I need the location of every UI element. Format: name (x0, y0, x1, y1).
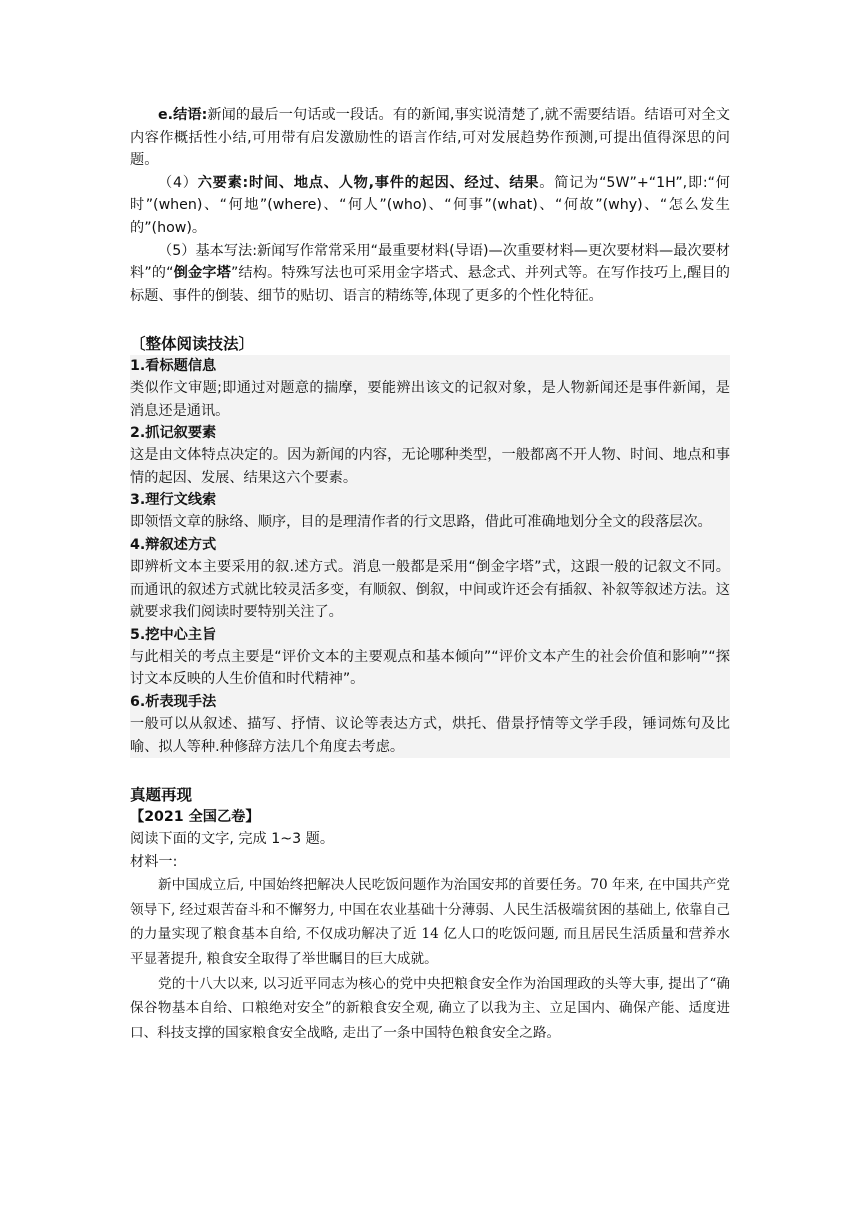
skill-title: 4.辩叙述方式 (130, 536, 217, 553)
six-elements-text: 。简记为“5W”+“1H”,即:“何时”(when)、“何地”(where)、“何人”(who)、“何事”(what)、“何故”(why)、“怎么发生的”(how)。 (130, 174, 730, 236)
conclusion-paragraph (130, 104, 730, 172)
exam-source: 【2021 全国乙卷】 (130, 809, 260, 825)
skill-item (130, 489, 730, 534)
skill-item (130, 624, 730, 691)
six-elements-prefix: （4） (158, 174, 198, 191)
basic-writing-text: ”结构。特殊写法也可采用金字塔式、悬念式、并列式等。在写作技巧上,醒目的标题、事件的倒装、细节的贴切、语言的精练等,体现了更多的个性化特征。 (130, 265, 730, 304)
conclusion-text: 新闻的最后一句话或一段话。有的新闻,事实说清楚了,就不需要结语。结语可对全文内容作概括性小结,可用带有启发激励性的语言作结,可对发展趋势作预测,可提出值得深思的问题。 (130, 107, 730, 169)
inverted-pyramid-bold: 倒金字塔 (173, 265, 231, 282)
skill-text: 与此相关的考点主要是“评价文本的主要观点和基本倾向”“评价文本产生的社会价值和影响”“探讨文本反映的人生价值和时代精神”。 (130, 648, 730, 688)
skill-item (130, 534, 730, 624)
material-paragraph: 党的十八大以来, 以习近平同志为核心的党中央把粮食安全作为治国理政的头等大事, 提出了“确保谷物基本自给、口粮绝对安全”的新粮食安全观, 确立了以我为主、立足国内、确保产能、适度进口、科技支撑的国家粮食安全战略, 走出了一条中国特色粮食安全之路。 (130, 975, 730, 1041)
material-body (130, 873, 730, 1045)
six-elements-paragraph (130, 172, 730, 240)
basic-writing-prefix: （5）基本写法:新闻写作常常采用“最重要材料(导语)—次重要材料—更次要材料—最次要材料”的“ (130, 242, 730, 282)
material-paragraph: 新中国成立后, 中国始终把解决人民吃饭问题作为治国安邦的首要任务。70 年来, 在中国共产党领导下, 经过艰苦奋斗和不懈努力, 中国在农业基础十分薄弱、人民生活极端贫困的基础上, 依靠自己的力量实现了粮食基本自给, 不仅成功解决了近 14 亿人口的吃饭问题, 而且居民生活质量和营养水平显著提升, 粮食安全取得了举世瞩目的巨大成就。 (130, 877, 730, 967)
material-label: 材料一: (130, 853, 178, 870)
skill-title: 6.析表现手法 (130, 693, 217, 710)
skill-title: 2.抓记叙要素 (130, 425, 217, 442)
skill-title: 5.挖中心主旨 (130, 626, 217, 643)
reading-skills-list (130, 355, 730, 758)
skill-title: 3.理行文线索 (130, 492, 217, 509)
skill-text: 即领悟文章的脉络、顺序，目的是理清作者的行文思路，借此可准确地划分全文的段落层次。 (130, 514, 712, 531)
skill-item (130, 422, 730, 489)
exam-heading: 真题再现 (130, 786, 193, 804)
conclusion-label: e.结语: (158, 107, 208, 123)
skill-title: 1.看标题信息 (130, 358, 217, 374)
skill-item (130, 355, 730, 422)
skill-text: 一般可以从叙述、描写、抒情、议论等表达方式，烘托、借景抒情等文学手段，锤词炼句及比喻、拟人等种.种修辞方法几个角度去考虑。 (130, 715, 730, 755)
skill-text: 即辨析文本主要采用的叙.述方式。消息一般都是采用“倒金字塔”式，这跟一般的记叙文不同。而通讯的叙述方式就比较灵活多变，有顺叙、倒叙，中间或许还会有插叙、补叙等叙述方法。这就要求我们阅读时要特别关注了。 (130, 558, 730, 621)
reading-skills-heading: 〔整体阅读技法〕 (130, 335, 255, 353)
six-elements-bold: 六要素:时间、地点、人物,事件的起因、经过、结果 (197, 174, 540, 191)
exam-instruction: 阅读下面的文字, 完成 1~3 题。 (130, 831, 335, 847)
basic-writing-paragraph (130, 240, 730, 308)
skill-text: 这是由文体特点决定的。因为新闻的内容，无论哪种类型，一般都离不开人物、时间、地点和事情的起因、发展、结果这六个要素。 (130, 447, 730, 486)
reading-skills-section (130, 333, 730, 758)
exam-section (130, 784, 730, 1045)
news-notes (130, 104, 730, 307)
skill-text: 类似作文审题;即通过对题意的揣摩，要能辨出该文的记叙对象，是人物新闻还是事件新闻，是消息还是通讯。 (130, 380, 730, 419)
skill-item (130, 691, 730, 758)
